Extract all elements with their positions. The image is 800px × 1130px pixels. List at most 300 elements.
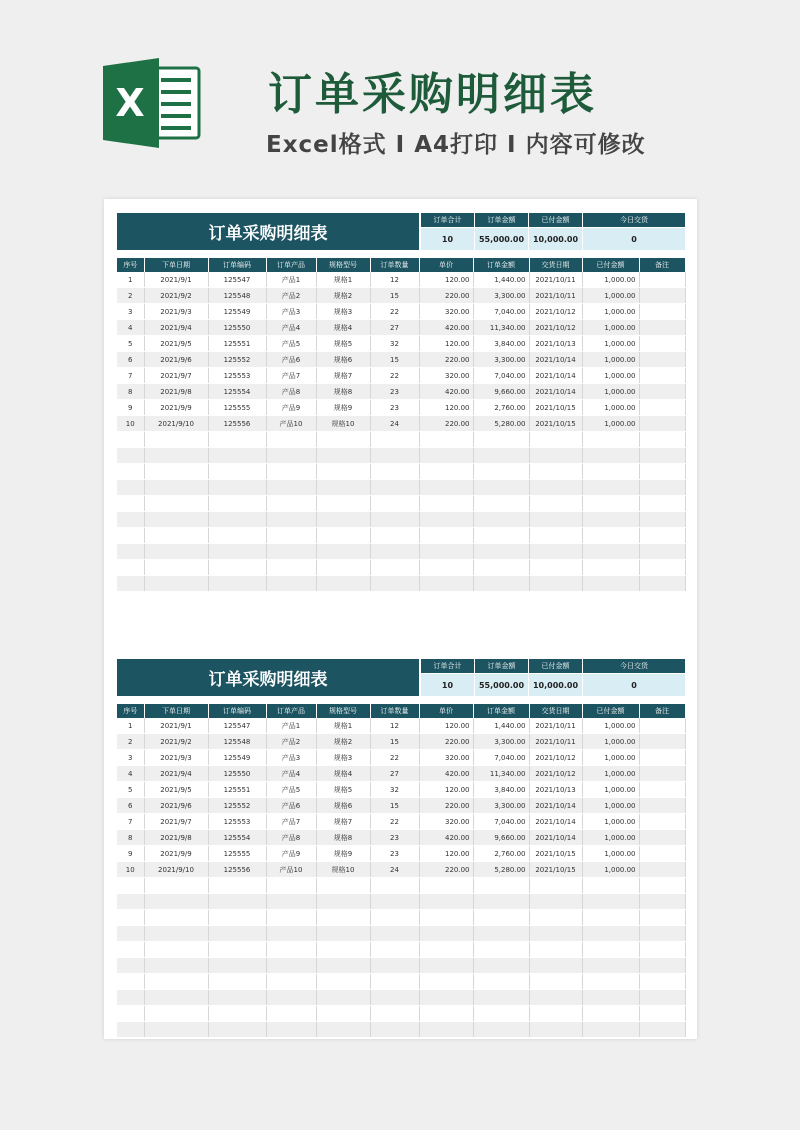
table-cell[interactable]: 1,000.00 bbox=[582, 734, 639, 750]
table-cell[interactable]: 220.00 bbox=[419, 288, 473, 304]
table-cell[interactable] bbox=[266, 974, 316, 990]
table-cell[interactable] bbox=[639, 288, 685, 304]
table-cell[interactable] bbox=[144, 432, 208, 448]
table-cell[interactable] bbox=[208, 926, 266, 942]
table-cell[interactable] bbox=[473, 496, 529, 512]
table-cell[interactable] bbox=[582, 910, 639, 926]
table-cell[interactable] bbox=[582, 448, 639, 464]
table-cell[interactable]: 2 bbox=[117, 734, 144, 750]
table-cell[interactable]: 规格9 bbox=[316, 846, 370, 862]
table-cell[interactable] bbox=[582, 958, 639, 974]
table-cell[interactable]: 9 bbox=[117, 400, 144, 416]
table-cell[interactable] bbox=[144, 560, 208, 576]
table-cell[interactable]: 1,000.00 bbox=[582, 862, 639, 878]
table-cell[interactable]: 9 bbox=[117, 846, 144, 862]
table-cell[interactable]: 420.00 bbox=[419, 766, 473, 782]
table-cell[interactable]: 2021/9/3 bbox=[144, 304, 208, 320]
table-cell[interactable] bbox=[266, 544, 316, 560]
table-cell[interactable]: 1,000.00 bbox=[582, 416, 639, 432]
table-cell[interactable] bbox=[117, 480, 144, 496]
table-cell[interactable]: 220.00 bbox=[419, 798, 473, 814]
table-cell[interactable]: 产品5 bbox=[266, 336, 316, 352]
table-cell[interactable]: 2021/9/6 bbox=[144, 798, 208, 814]
table-cell[interactable] bbox=[316, 1006, 370, 1022]
table-cell[interactable] bbox=[582, 942, 639, 958]
table-cell[interactable]: 1,000.00 bbox=[582, 272, 639, 288]
table-cell[interactable] bbox=[529, 560, 582, 576]
table-cell[interactable] bbox=[316, 496, 370, 512]
table-cell[interactable]: 2021/9/2 bbox=[144, 734, 208, 750]
table-cell[interactable]: 120.00 bbox=[419, 272, 473, 288]
table-cell[interactable] bbox=[419, 560, 473, 576]
table-cell[interactable] bbox=[117, 496, 144, 512]
table-cell[interactable] bbox=[117, 894, 144, 910]
table-cell[interactable] bbox=[370, 926, 419, 942]
table-cell[interactable] bbox=[639, 448, 685, 464]
table-cell[interactable]: 220.00 bbox=[419, 734, 473, 750]
table-cell[interactable]: 7 bbox=[117, 368, 144, 384]
table-cell[interactable]: 24 bbox=[370, 862, 419, 878]
table-cell[interactable]: 1,000.00 bbox=[582, 336, 639, 352]
table-cell[interactable]: 125556 bbox=[208, 862, 266, 878]
table-cell[interactable]: 规格6 bbox=[316, 798, 370, 814]
table-cell[interactable] bbox=[419, 910, 473, 926]
table-cell[interactable] bbox=[473, 990, 529, 1006]
table-cell[interactable]: 12 bbox=[370, 272, 419, 288]
table-cell[interactable] bbox=[473, 560, 529, 576]
table-cell[interactable] bbox=[370, 910, 419, 926]
table-cell[interactable] bbox=[419, 958, 473, 974]
table-cell[interactable] bbox=[316, 958, 370, 974]
table-cell[interactable] bbox=[582, 576, 639, 592]
table-cell[interactable] bbox=[266, 958, 316, 974]
table-cell[interactable] bbox=[639, 336, 685, 352]
table-cell[interactable]: 220.00 bbox=[419, 862, 473, 878]
table-cell[interactable]: 125556 bbox=[208, 416, 266, 432]
table-cell[interactable] bbox=[419, 496, 473, 512]
table-cell[interactable]: 产品7 bbox=[266, 368, 316, 384]
table-cell[interactable]: 3,300.00 bbox=[473, 352, 529, 368]
table-cell[interactable]: 产品9 bbox=[266, 846, 316, 862]
table-cell[interactable] bbox=[144, 894, 208, 910]
table-cell[interactable] bbox=[529, 942, 582, 958]
table-cell[interactable] bbox=[473, 926, 529, 942]
table-cell[interactable]: 125552 bbox=[208, 352, 266, 368]
table-cell[interactable] bbox=[639, 734, 685, 750]
table-cell[interactable]: 规格10 bbox=[316, 862, 370, 878]
table-cell[interactable]: 4 bbox=[117, 320, 144, 336]
table-cell[interactable]: 120.00 bbox=[419, 782, 473, 798]
table-cell[interactable] bbox=[419, 942, 473, 958]
table-cell[interactable]: 120.00 bbox=[419, 336, 473, 352]
table-cell[interactable] bbox=[529, 990, 582, 1006]
table-cell[interactable]: 2021/9/4 bbox=[144, 766, 208, 782]
table-cell[interactable] bbox=[473, 448, 529, 464]
table-cell[interactable]: 规格8 bbox=[316, 830, 370, 846]
table-cell[interactable] bbox=[208, 910, 266, 926]
table-cell[interactable] bbox=[117, 910, 144, 926]
table-cell[interactable] bbox=[117, 576, 144, 592]
table-cell[interactable] bbox=[370, 544, 419, 560]
table-cell[interactable]: 规格7 bbox=[316, 814, 370, 830]
table-cell[interactable] bbox=[582, 496, 639, 512]
table-cell[interactable] bbox=[316, 448, 370, 464]
table-cell[interactable]: 10 bbox=[117, 416, 144, 432]
table-cell[interactable]: 8 bbox=[117, 384, 144, 400]
table-cell[interactable] bbox=[639, 958, 685, 974]
table-cell[interactable] bbox=[370, 1006, 419, 1022]
table-cell[interactable]: 125549 bbox=[208, 304, 266, 320]
table-cell[interactable] bbox=[639, 878, 685, 894]
table-cell[interactable]: 7 bbox=[117, 814, 144, 830]
table-cell[interactable] bbox=[529, 958, 582, 974]
table-cell[interactable]: 产品10 bbox=[266, 416, 316, 432]
table-cell[interactable] bbox=[419, 1022, 473, 1038]
table-cell[interactable] bbox=[419, 974, 473, 990]
table-cell[interactable] bbox=[266, 432, 316, 448]
table-cell[interactable]: 24 bbox=[370, 416, 419, 432]
table-cell[interactable]: 2021/9/3 bbox=[144, 750, 208, 766]
table-cell[interactable] bbox=[208, 576, 266, 592]
table-cell[interactable]: 1,000.00 bbox=[582, 288, 639, 304]
table-cell[interactable] bbox=[117, 878, 144, 894]
table-cell[interactable]: 规格5 bbox=[316, 336, 370, 352]
table-cell[interactable]: 产品3 bbox=[266, 750, 316, 766]
table-cell[interactable]: 规格3 bbox=[316, 750, 370, 766]
table-cell[interactable]: 1,000.00 bbox=[582, 782, 639, 798]
table-cell[interactable] bbox=[117, 432, 144, 448]
table-cell[interactable] bbox=[529, 432, 582, 448]
table-cell[interactable] bbox=[208, 512, 266, 528]
table-cell[interactable] bbox=[266, 910, 316, 926]
table-cell[interactable] bbox=[639, 846, 685, 862]
table-cell[interactable]: 2021/10/12 bbox=[529, 766, 582, 782]
table-cell[interactable] bbox=[419, 1006, 473, 1022]
table-cell[interactable] bbox=[144, 958, 208, 974]
table-cell[interactable] bbox=[370, 432, 419, 448]
table-cell[interactable] bbox=[529, 878, 582, 894]
table-cell[interactable]: 22 bbox=[370, 750, 419, 766]
table-cell[interactable] bbox=[529, 448, 582, 464]
table-cell[interactable]: 120.00 bbox=[419, 846, 473, 862]
table-cell[interactable] bbox=[582, 990, 639, 1006]
table-cell[interactable] bbox=[639, 480, 685, 496]
table-cell[interactable] bbox=[473, 958, 529, 974]
table-cell[interactable]: 1,000.00 bbox=[582, 830, 639, 846]
table-cell[interactable]: 420.00 bbox=[419, 384, 473, 400]
table-cell[interactable]: 产品3 bbox=[266, 304, 316, 320]
table-cell[interactable] bbox=[582, 464, 639, 480]
table-cell[interactable]: 1,000.00 bbox=[582, 798, 639, 814]
table-cell[interactable] bbox=[316, 528, 370, 544]
table-cell[interactable]: 9,660.00 bbox=[473, 384, 529, 400]
table-cell[interactable]: 11,340.00 bbox=[473, 766, 529, 782]
table-cell[interactable] bbox=[639, 926, 685, 942]
table-cell[interactable]: 7,040.00 bbox=[473, 304, 529, 320]
table-cell[interactable]: 1,000.00 bbox=[582, 846, 639, 862]
table-cell[interactable]: 2021/10/11 bbox=[529, 718, 582, 734]
table-cell[interactable]: 125548 bbox=[208, 734, 266, 750]
table-cell[interactable] bbox=[419, 464, 473, 480]
table-cell[interactable] bbox=[639, 782, 685, 798]
table-cell[interactable] bbox=[473, 544, 529, 560]
table-cell[interactable] bbox=[316, 480, 370, 496]
table-cell[interactable]: 11,340.00 bbox=[473, 320, 529, 336]
table-cell[interactable]: 1,000.00 bbox=[582, 766, 639, 782]
table-cell[interactable]: 125555 bbox=[208, 846, 266, 862]
table-cell[interactable]: 2021/10/13 bbox=[529, 336, 582, 352]
table-cell[interactable] bbox=[582, 1006, 639, 1022]
summary-value[interactable]: 10 bbox=[421, 674, 474, 696]
table-cell[interactable] bbox=[419, 512, 473, 528]
table-cell[interactable]: 1,000.00 bbox=[582, 718, 639, 734]
table-cell[interactable] bbox=[144, 926, 208, 942]
table-cell[interactable] bbox=[582, 544, 639, 560]
table-cell[interactable] bbox=[144, 1006, 208, 1022]
table-cell[interactable]: 7,040.00 bbox=[473, 750, 529, 766]
table-cell[interactable] bbox=[639, 576, 685, 592]
table-cell[interactable] bbox=[316, 560, 370, 576]
table-cell[interactable] bbox=[117, 942, 144, 958]
table-cell[interactable] bbox=[639, 400, 685, 416]
table-cell[interactable] bbox=[639, 910, 685, 926]
table-cell[interactable] bbox=[117, 990, 144, 1006]
table-cell[interactable]: 2021/10/12 bbox=[529, 750, 582, 766]
table-cell[interactable]: 2021/10/14 bbox=[529, 830, 582, 846]
table-cell[interactable]: 2021/9/7 bbox=[144, 814, 208, 830]
table-cell[interactable] bbox=[639, 718, 685, 734]
table-cell[interactable] bbox=[266, 926, 316, 942]
summary-value[interactable]: 0 bbox=[583, 674, 685, 696]
table-cell[interactable] bbox=[117, 544, 144, 560]
table-cell[interactable] bbox=[266, 1022, 316, 1038]
table-cell[interactable] bbox=[117, 974, 144, 990]
table-cell[interactable] bbox=[529, 1006, 582, 1022]
table-cell[interactable] bbox=[266, 560, 316, 576]
table-cell[interactable] bbox=[144, 1022, 208, 1038]
table-cell[interactable] bbox=[639, 528, 685, 544]
table-cell[interactable] bbox=[639, 352, 685, 368]
table-cell[interactable]: 125550 bbox=[208, 766, 266, 782]
table-cell[interactable] bbox=[473, 974, 529, 990]
table-cell[interactable]: 1,000.00 bbox=[582, 352, 639, 368]
table-cell[interactable] bbox=[529, 464, 582, 480]
table-cell[interactable]: 1,000.00 bbox=[582, 320, 639, 336]
table-cell[interactable]: 2021/9/1 bbox=[144, 272, 208, 288]
table-cell[interactable] bbox=[316, 894, 370, 910]
table-cell[interactable]: 12 bbox=[370, 718, 419, 734]
table-cell[interactable] bbox=[529, 496, 582, 512]
table-cell[interactable]: 6 bbox=[117, 798, 144, 814]
table-cell[interactable] bbox=[370, 894, 419, 910]
table-cell[interactable] bbox=[316, 464, 370, 480]
table-cell[interactable]: 2021/9/8 bbox=[144, 384, 208, 400]
table-cell[interactable]: 5 bbox=[117, 782, 144, 798]
table-cell[interactable] bbox=[582, 878, 639, 894]
table-cell[interactable] bbox=[473, 528, 529, 544]
table-cell[interactable]: 1,440.00 bbox=[473, 718, 529, 734]
table-cell[interactable] bbox=[316, 512, 370, 528]
table-cell[interactable]: 规格3 bbox=[316, 304, 370, 320]
table-cell[interactable]: 1,000.00 bbox=[582, 368, 639, 384]
table-cell[interactable] bbox=[144, 528, 208, 544]
table-cell[interactable] bbox=[639, 416, 685, 432]
summary-value[interactable]: 10,000.00 bbox=[529, 674, 582, 696]
table-cell[interactable]: 5,280.00 bbox=[473, 416, 529, 432]
table-cell[interactable] bbox=[639, 942, 685, 958]
table-cell[interactable]: 产品4 bbox=[266, 320, 316, 336]
table-cell[interactable] bbox=[117, 512, 144, 528]
table-cell[interactable]: 2021/10/11 bbox=[529, 272, 582, 288]
table-cell[interactable]: 规格1 bbox=[316, 718, 370, 734]
table-cell[interactable] bbox=[266, 894, 316, 910]
table-cell[interactable] bbox=[266, 576, 316, 592]
table-cell[interactable] bbox=[316, 974, 370, 990]
table-cell[interactable] bbox=[419, 544, 473, 560]
table-cell[interactable] bbox=[144, 496, 208, 512]
table-cell[interactable]: 规格9 bbox=[316, 400, 370, 416]
table-cell[interactable]: 1 bbox=[117, 718, 144, 734]
table-cell[interactable] bbox=[316, 432, 370, 448]
table-cell[interactable] bbox=[639, 432, 685, 448]
table-cell[interactable] bbox=[144, 942, 208, 958]
table-cell[interactable]: 320.00 bbox=[419, 750, 473, 766]
table-cell[interactable] bbox=[639, 894, 685, 910]
table-cell[interactable] bbox=[144, 512, 208, 528]
table-cell[interactable]: 3,300.00 bbox=[473, 798, 529, 814]
table-cell[interactable]: 产品1 bbox=[266, 718, 316, 734]
table-cell[interactable] bbox=[370, 448, 419, 464]
table-cell[interactable] bbox=[370, 878, 419, 894]
table-cell[interactable]: 320.00 bbox=[419, 814, 473, 830]
table-cell[interactable] bbox=[529, 480, 582, 496]
table-cell[interactable]: 220.00 bbox=[419, 352, 473, 368]
table-cell[interactable] bbox=[208, 990, 266, 1006]
table-cell[interactable]: 220.00 bbox=[419, 416, 473, 432]
table-cell[interactable]: 2,760.00 bbox=[473, 400, 529, 416]
table-cell[interactable]: 2021/9/5 bbox=[144, 782, 208, 798]
table-cell[interactable]: 125552 bbox=[208, 798, 266, 814]
table-cell[interactable]: 2021/10/14 bbox=[529, 384, 582, 400]
table-cell[interactable] bbox=[208, 528, 266, 544]
table-cell[interactable] bbox=[473, 464, 529, 480]
table-cell[interactable]: 2021/9/6 bbox=[144, 352, 208, 368]
table-cell[interactable] bbox=[473, 512, 529, 528]
table-cell[interactable]: 规格7 bbox=[316, 368, 370, 384]
table-cell[interactable] bbox=[639, 512, 685, 528]
table-cell[interactable]: 1,000.00 bbox=[582, 304, 639, 320]
table-cell[interactable]: 10 bbox=[117, 862, 144, 878]
table-cell[interactable]: 23 bbox=[370, 830, 419, 846]
table-cell[interactable] bbox=[370, 480, 419, 496]
table-cell[interactable] bbox=[582, 480, 639, 496]
table-cell[interactable]: 2021/10/14 bbox=[529, 814, 582, 830]
table-cell[interactable]: 产品2 bbox=[266, 734, 316, 750]
table-cell[interactable] bbox=[208, 544, 266, 560]
table-cell[interactable]: 1,000.00 bbox=[582, 814, 639, 830]
table-cell[interactable]: 规格2 bbox=[316, 288, 370, 304]
table-cell[interactable] bbox=[582, 1022, 639, 1038]
table-cell[interactable] bbox=[639, 1022, 685, 1038]
table-cell[interactable] bbox=[208, 974, 266, 990]
table-cell[interactable] bbox=[473, 942, 529, 958]
table-cell[interactable]: 3 bbox=[117, 304, 144, 320]
table-cell[interactable]: 规格4 bbox=[316, 766, 370, 782]
table-cell[interactable] bbox=[419, 480, 473, 496]
table-cell[interactable] bbox=[370, 942, 419, 958]
table-cell[interactable] bbox=[419, 528, 473, 544]
table-cell[interactable] bbox=[639, 1006, 685, 1022]
table-cell[interactable] bbox=[117, 958, 144, 974]
table-cell[interactable]: 2021/9/2 bbox=[144, 288, 208, 304]
table-cell[interactable]: 规格6 bbox=[316, 352, 370, 368]
table-cell[interactable] bbox=[370, 560, 419, 576]
table-cell[interactable]: 产品9 bbox=[266, 400, 316, 416]
table-cell[interactable] bbox=[370, 512, 419, 528]
table-cell[interactable] bbox=[316, 926, 370, 942]
table-cell[interactable]: 125547 bbox=[208, 718, 266, 734]
table-cell[interactable]: 2021/9/7 bbox=[144, 368, 208, 384]
table-cell[interactable]: 6 bbox=[117, 352, 144, 368]
table-cell[interactable]: 22 bbox=[370, 814, 419, 830]
table-cell[interactable] bbox=[639, 814, 685, 830]
table-cell[interactable]: 2021/9/10 bbox=[144, 416, 208, 432]
table-cell[interactable] bbox=[582, 926, 639, 942]
table-cell[interactable]: 8 bbox=[117, 830, 144, 846]
table-cell[interactable]: 420.00 bbox=[419, 320, 473, 336]
table-cell[interactable]: 2,760.00 bbox=[473, 846, 529, 862]
table-cell[interactable] bbox=[529, 894, 582, 910]
summary-value[interactable]: 10,000.00 bbox=[529, 228, 582, 250]
table-cell[interactable] bbox=[266, 496, 316, 512]
table-cell[interactable] bbox=[529, 1022, 582, 1038]
table-cell[interactable] bbox=[208, 464, 266, 480]
table-cell[interactable]: 32 bbox=[370, 336, 419, 352]
table-cell[interactable] bbox=[144, 448, 208, 464]
table-cell[interactable]: 7,040.00 bbox=[473, 814, 529, 830]
table-cell[interactable] bbox=[639, 544, 685, 560]
table-cell[interactable]: 2021/10/11 bbox=[529, 288, 582, 304]
table-cell[interactable] bbox=[639, 750, 685, 766]
table-cell[interactable]: 2021/10/15 bbox=[529, 416, 582, 432]
table-cell[interactable]: 22 bbox=[370, 304, 419, 320]
table-cell[interactable]: 3,300.00 bbox=[473, 288, 529, 304]
table-cell[interactable]: 2021/10/12 bbox=[529, 304, 582, 320]
table-cell[interactable] bbox=[639, 830, 685, 846]
table-cell[interactable] bbox=[144, 910, 208, 926]
table-cell[interactable] bbox=[473, 1022, 529, 1038]
table-cell[interactable] bbox=[208, 496, 266, 512]
table-cell[interactable] bbox=[639, 320, 685, 336]
table-cell[interactable] bbox=[117, 560, 144, 576]
table-cell[interactable]: 2021/10/14 bbox=[529, 352, 582, 368]
table-cell[interactable] bbox=[370, 528, 419, 544]
table-cell[interactable] bbox=[639, 368, 685, 384]
table-cell[interactable] bbox=[419, 448, 473, 464]
table-cell[interactable]: 2021/10/11 bbox=[529, 734, 582, 750]
table-cell[interactable]: 2021/10/14 bbox=[529, 798, 582, 814]
table-cell[interactable] bbox=[266, 942, 316, 958]
table-cell[interactable]: 产品4 bbox=[266, 766, 316, 782]
table-cell[interactable] bbox=[370, 1022, 419, 1038]
table-cell[interactable] bbox=[144, 576, 208, 592]
table-cell[interactable] bbox=[144, 464, 208, 480]
table-cell[interactable]: 2021/9/5 bbox=[144, 336, 208, 352]
table-cell[interactable]: 120.00 bbox=[419, 400, 473, 416]
table-cell[interactable]: 32 bbox=[370, 782, 419, 798]
table-cell[interactable] bbox=[473, 894, 529, 910]
table-cell[interactable] bbox=[370, 464, 419, 480]
